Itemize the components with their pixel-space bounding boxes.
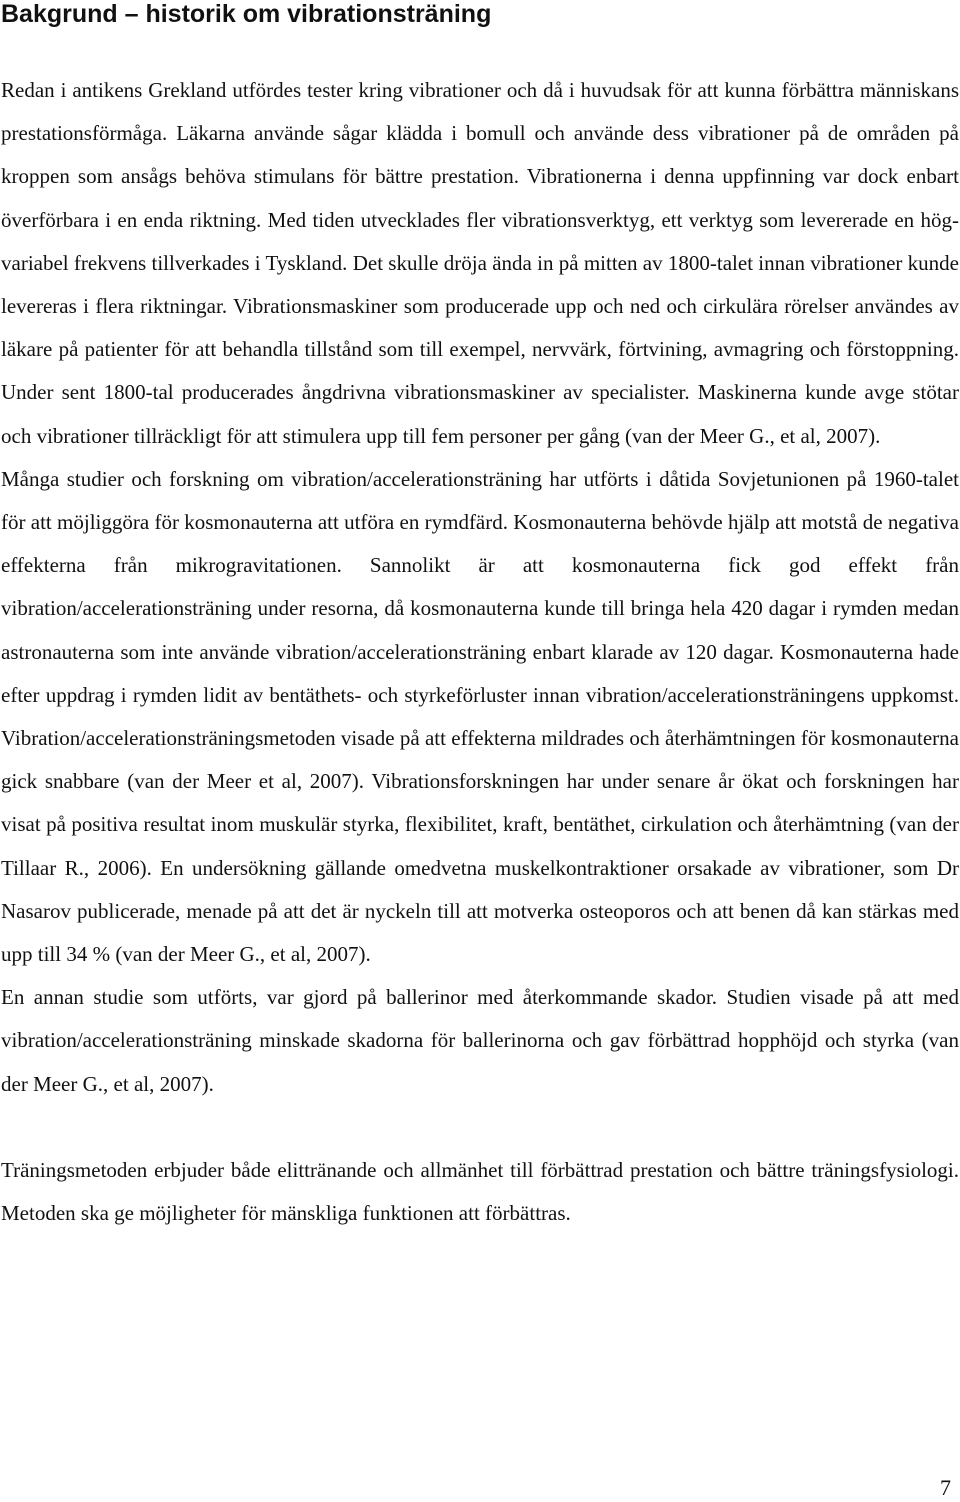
section-heading: Bakgrund – historik om vibrationsträning — [1, 0, 492, 28]
paragraph-soviet-research: Många studier och forskning om vibration/accelerationsträning har utförts i dåtida Sovjetunionen på 1960-talet för att möjliggöra för kosmonauterna att utföra en rymdfärd. Kosmonauterna behövde hjälp att motstå de negativa effekterna från mikrogravitationen. Sannolikt är att kosmonauterna fick god effekt från vibration/accelerationsträning under resorna, då kosmonauterna kunde till bringa hela 420 dagar i rymden medan astronauterna som inte använde vibration/accelerationsträning enbart klarade av 120 dagar. Kosmonauterna hade efter uppdrag i rymden lidit av bentäthets- och styrkeförluster innan vibration/accelerationsträningens uppkomst. Vibration/accelerationsträningsmetoden visade på att effekterna mildrades och återhämtningen för kosmonauterna gick snabbare (van der Meer et al, 2007). Vibrationsforskningen har under senare år ökat och forskningen har visat på positiva resultat inom muskulär styrka, flexibilitet, kraft, bentäthet, cirkulation och återhämtning (van der Tillaar R., 2006). En undersökning gällande omedvetna muskelkontraktioner orsakade av vibrationer, som Dr Nasarov publicerade, menade på att det är nyckeln till att motverka osteoporos och att benen då kan stärkas med upp till 34 % (van der Meer G., et al, 2007). — [1, 466, 959, 967]
paragraph-ballerina-study: En annan studie som utförts, var gjord på ballerinor med återkommande skador. Studien visade på att med vibration/accelerationsträning minskade skadorna för ballerinorna och gav förbättrad hopphöjd och styrka (van der Meer G., et al, 2007). — [1, 985, 959, 1096]
paragraph-history-greece: Redan i antikens Grekland utfördes tester kring vibrationer och då i huvudsak för att kunna förbättra människans prestationsförmåga. Läkarna använde sågar klädda i bomull och använde dess vibrationer på de områden på kroppen som ansågs behöva stimulans för bättre prestation. Vibrationerna i denna uppfinning var dock enbart överförbara i en enda riktning. Med tiden utvecklades fler vibrationsverktyg, ett verktyg som levererade en hög-variabel frekvens tillverkades i Tyskland. Det skulle dröja ända in på mitten av 1800-talet innan vibrationer kunde levereras i flera riktningar. Vibrationsmaskiner som producerade upp och ned och cirkulära rörelser användes av läkare på patienter för att behandla tillstånd som till exempel, nervvärk, förtvining, avmagring och förstoppning. Under sent 1800-tal producerades ångdrivna vibrationsmaskiner av specialister. Maskinerna kunde avge stötar och vibrationer tillräckligt för att stimulera upp till fem personer per gång (van der Meer G., et al, 2007). — [1, 78, 959, 448]
paragraph-training-method: Träningsmetoden erbjuder både elittränande och allmänhet till förbättrad prestation och bättre träningsfysiologi. Metoden ska ge möjligheter för mänskliga funktionen att förbättras. — [1, 1157, 959, 1226]
page-number: 7 — [940, 1475, 951, 1500]
